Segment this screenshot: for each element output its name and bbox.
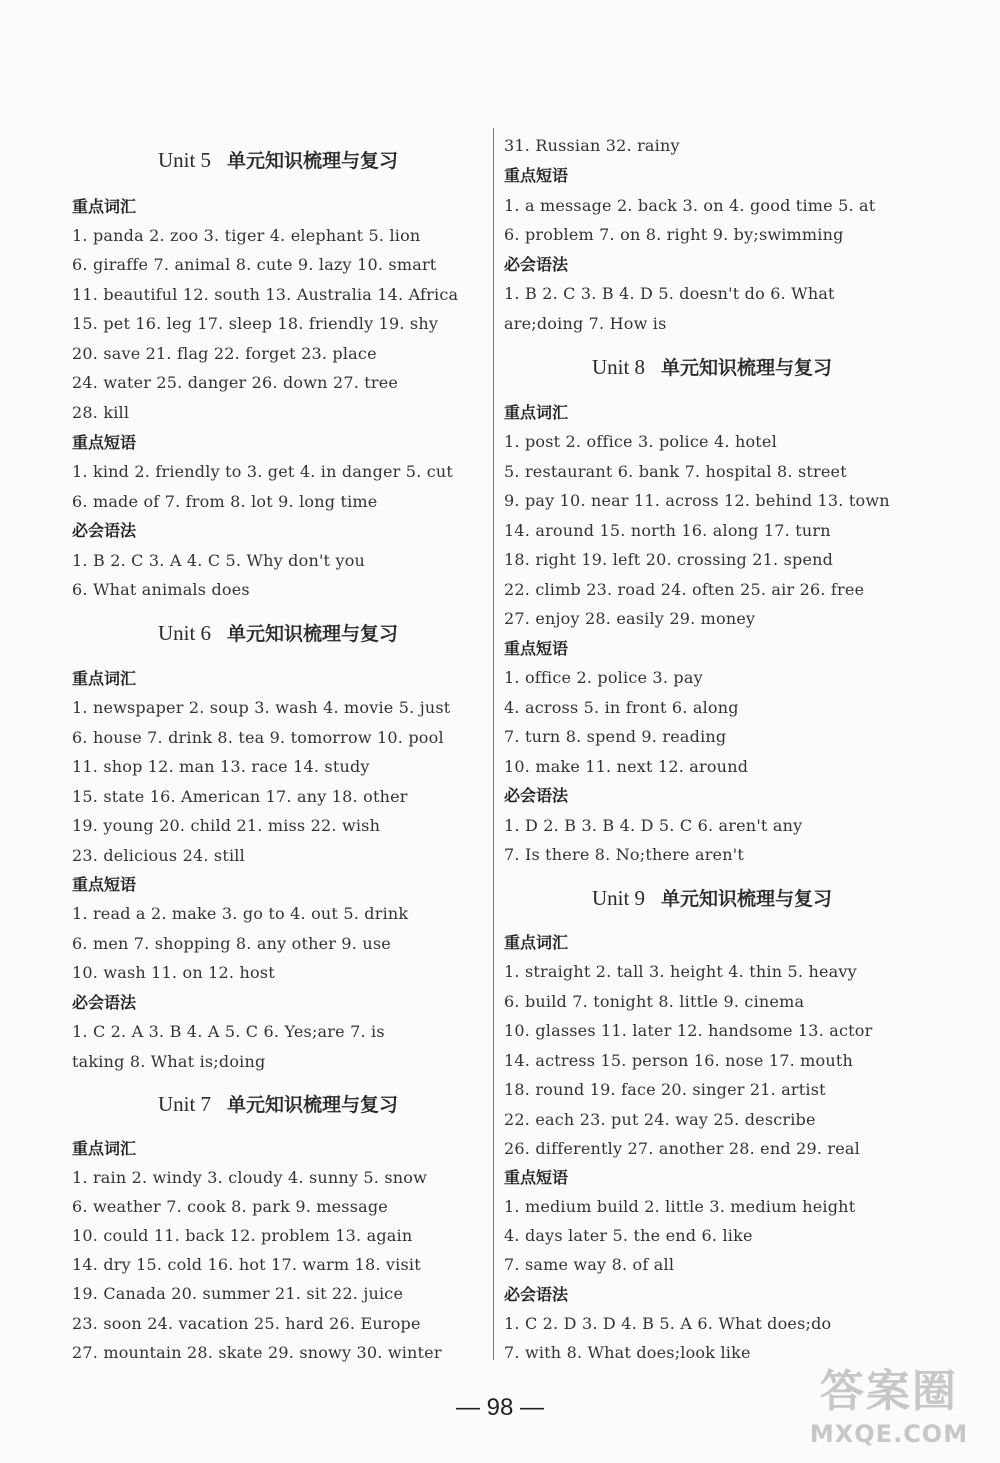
unit5-vocab-line: 24. water 25. danger 26. down 27. tree xyxy=(72,373,399,392)
unit7-vocab-line: 1. rain 2. windy 3. cloudy 4. sunny 5. snow xyxy=(72,1168,428,1187)
unit6-vocab-line: 23. delicious 24. still xyxy=(72,846,245,865)
unit8-vocab-line: 27. enjoy 28. easily 29. money xyxy=(504,609,756,628)
unit7-vocab-heading: 重点词汇 xyxy=(72,1139,137,1158)
unit6-grammar-heading: 必会语法 xyxy=(72,993,137,1012)
unit5-vocab-line: 6. giraffe 7. animal 8. cute 9. lazy 10. smart xyxy=(72,255,437,274)
unit5-vocab-line: 11. beautiful 12. south 13. Australia 14. Africa xyxy=(72,285,459,304)
unit8-vocab-line: 1. post 2. office 3. police 4. hotel xyxy=(504,432,777,451)
unit8-vocab-line: 14. around 15. north 16. along 17. turn xyxy=(504,521,831,540)
unit6-phrase-line: 1. read a 2. make 3. go to 4. out 5. drink xyxy=(72,904,409,923)
unit9-title: Unit 9 xyxy=(591,886,646,910)
unit5-vocab-line: 20. save 21. flag 22. forget 23. place xyxy=(72,344,377,363)
unit7-grammar-line: 1. B 2. C 3. B 4. D 5. doesn't do 6. What xyxy=(504,284,835,303)
unit6-phrase-heading: 重点短语 xyxy=(72,875,137,894)
unit6-phrase-line: 6. men 7. shopping 8. any other 9. use xyxy=(72,934,391,953)
unit8-subtitle: 单元知识梳理与复习 xyxy=(661,357,833,379)
unit7-heading xyxy=(72,1088,484,1121)
unit9-vocab-line: 1. straight 2. tall 3. height 4. thin 5. heavy xyxy=(504,962,857,981)
unit5-grammar-heading: 必会语法 xyxy=(72,521,137,540)
unit8-heading xyxy=(504,351,920,384)
unit5-vocab-line: 28. kill xyxy=(72,403,130,422)
unit7-vocab-line: 19. Canada 20. summer 21. sit 22. juice xyxy=(72,1284,404,1303)
unit7-phrase-heading: 重点短语 xyxy=(504,166,569,185)
unit8-grammar-line: 1. D 2. B 3. B 4. D 5. C 6. aren't any xyxy=(504,816,803,835)
unit7-vocab-line: 27. mountain 28. skate 29. snowy 30. winter xyxy=(72,1343,442,1362)
unit5-heading xyxy=(72,144,484,177)
unit6-vocab-line: 19. young 20. child 21. miss 22. wish xyxy=(72,816,381,835)
unit9-grammar-heading: 必会语法 xyxy=(504,1285,569,1304)
unit5-vocab-line: 15. pet 16. leg 17. sleep 18. friendly 19. shy xyxy=(72,314,439,333)
unit5-phrase-heading: 重点短语 xyxy=(72,433,137,452)
unit5-grammar-line: 1. B 2. C 3. A 4. C 5. Why don't you xyxy=(72,551,366,570)
unit5-vocab-heading: 重点词汇 xyxy=(72,197,137,216)
unit7-phrase-line: 1. a message 2. back 3. on 4. good time 5. at xyxy=(504,196,876,215)
unit8-vocab-line: 18. right 19. left 20. crossing 21. spend xyxy=(504,550,834,569)
unit7-vocab-line: 6. weather 7. cook 8. park 9. message xyxy=(72,1197,388,1216)
unit9-phrase-line: 7. same way 8. of all xyxy=(504,1255,675,1274)
unit6-phrase-line: 10. wash 11. on 12. host xyxy=(72,963,275,982)
unit5-title: Unit 5 xyxy=(157,148,212,172)
unit9-vocab-line: 10. glasses 11. later 12. handsome 13. actor xyxy=(504,1021,873,1040)
unit5-vocab-line: 1. panda 2. zoo 3. tiger 4. elephant 5. lion xyxy=(72,226,421,245)
unit7-title: Unit 7 xyxy=(157,1092,212,1116)
unit7-grammar-heading: 必会语法 xyxy=(504,255,569,274)
unit9-phrase-heading: 重点短语 xyxy=(504,1168,569,1187)
watermark-line2: MXQE.COM xyxy=(809,1420,969,1448)
unit9-vocab-line: 14. actress 15. person 16. nose 17. mouth xyxy=(504,1051,854,1070)
unit8-grammar-line: 7. Is there 8. No;there aren't xyxy=(504,845,744,864)
unit8-phrase-heading: 重点短语 xyxy=(504,639,569,658)
unit9-heading xyxy=(504,882,920,915)
unit5-phrase-line: 6. made of 7. from 8. lot 9. long time xyxy=(72,492,378,511)
unit6-vocab-heading: 重点词汇 xyxy=(72,669,137,688)
unit8-phrase-line: 1. office 2. police 3. pay xyxy=(504,668,703,687)
unit8-vocab-line: 9. pay 10. near 11. across 12. behind 13. town xyxy=(504,491,890,510)
unit8-vocab-line: 22. climb 23. road 24. often 25. air 26. free xyxy=(504,580,865,599)
unit8-grammar-heading: 必会语法 xyxy=(504,786,569,805)
unit6-vocab-line: 1. newspaper 2. soup 3. wash 4. movie 5. just xyxy=(72,698,451,717)
unit7-vocab-line: 14. dry 15. cold 16. hot 17. warm 18. visit xyxy=(72,1255,421,1274)
unit9-vocab-heading: 重点词汇 xyxy=(504,933,569,952)
unit6-vocab-line: 15. state 16. American 17. any 18. other xyxy=(72,787,408,806)
unit9-phrase-line: 4. days later 5. the end 6. like xyxy=(504,1226,753,1245)
unit9-vocab-line: 26. differently 27. another 28. end 29. real xyxy=(504,1139,860,1158)
unit8-phrase-line: 10. make 11. next 12. around xyxy=(504,757,749,776)
unit8-vocab-line: 5. restaurant 6. bank 7. hospital 8. street xyxy=(504,462,847,481)
watermark-line1: 答案圈 xyxy=(820,1366,958,1417)
unit6-grammar-line: taking 8. What is;doing xyxy=(72,1052,266,1071)
unit6-title: Unit 6 xyxy=(157,621,212,645)
unit9-vocab-line: 22. each 23. put 24. way 25. describe xyxy=(504,1110,816,1129)
unit6-vocab-line: 6. house 7. drink 8. tea 9. tomorrow 10. pool xyxy=(72,728,444,747)
unit5-phrase-line: 1. kind 2. friendly to 3. get 4. in danger 5. cut xyxy=(72,462,454,481)
unit8-vocab-heading: 重点词汇 xyxy=(504,403,569,422)
watermark-logo xyxy=(784,1365,994,1457)
unit5-subtitle: 单元知识梳理与复习 xyxy=(227,150,399,172)
column-divider xyxy=(493,128,494,1360)
unit8-title: Unit 8 xyxy=(591,355,646,379)
unit9-vocab-line: 18. round 19. face 20. singer 21. artist xyxy=(504,1080,826,1099)
unit7-grammar-line: are;doing 7. How is xyxy=(504,314,667,333)
unit8-phrase-line: 7. turn 8. spend 9. reading xyxy=(504,727,727,746)
unit7-vocab-line: 23. soon 24. vacation 25. hard 26. Europe xyxy=(72,1314,421,1333)
unit7-phrase-line: 6. problem 7. on 8. right 9. by;swimming xyxy=(504,225,844,244)
unit7-vocab-line: 31. Russian 32. rainy xyxy=(504,136,680,155)
unit9-grammar-line: 7. with 8. What does;look like xyxy=(504,1343,751,1362)
unit6-vocab-line: 11. shop 12. man 13. race 14. study xyxy=(72,757,370,776)
unit9-grammar-line: 1. C 2. D 3. D 4. B 5. A 6. What does;do xyxy=(504,1314,832,1333)
page-number: — 98 — xyxy=(455,1394,545,1421)
unit6-subtitle: 单元知识梳理与复习 xyxy=(227,623,399,645)
unit9-vocab-line: 6. build 7. tonight 8. little 9. cinema xyxy=(504,992,805,1011)
unit6-heading xyxy=(72,617,484,650)
unit9-phrase-line: 1. medium build 2. little 3. medium height xyxy=(504,1197,856,1216)
unit8-phrase-line: 4. across 5. in front 6. along xyxy=(504,698,739,717)
unit6-grammar-line: 1. C 2. A 3. B 4. A 5. C 6. Yes;are 7. is xyxy=(72,1022,385,1041)
unit9-subtitle: 单元知识梳理与复习 xyxy=(661,888,833,910)
unit7-vocab-line: 10. could 11. back 12. problem 13. again xyxy=(72,1226,413,1245)
unit5-grammar-line: 6. What animals does xyxy=(72,580,250,599)
unit7-subtitle: 单元知识梳理与复习 xyxy=(227,1094,399,1116)
